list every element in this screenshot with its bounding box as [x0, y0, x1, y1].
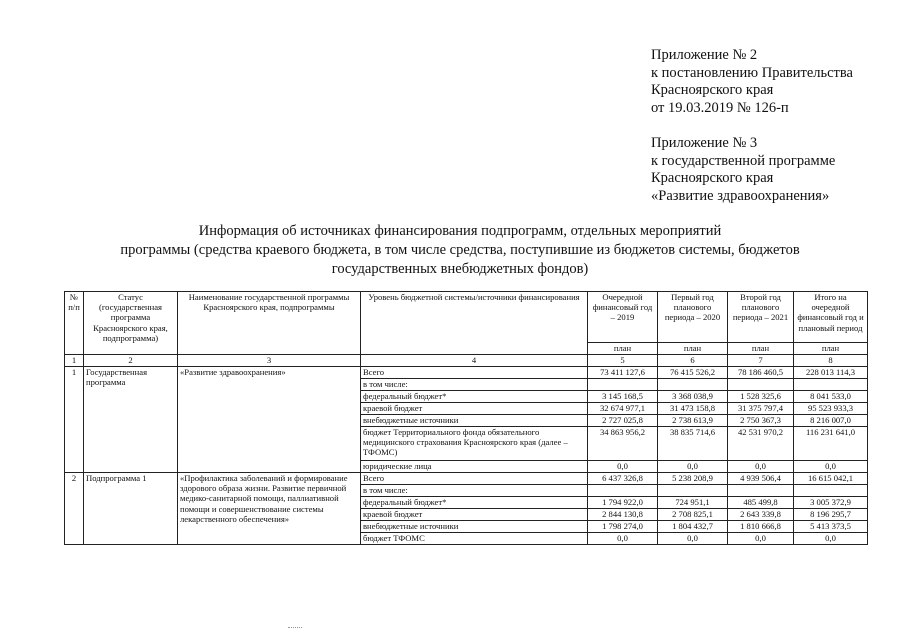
header-col-2019: Очередной финансовый год – 2019 [588, 292, 658, 343]
value-2020: 0,0 [658, 533, 728, 545]
value-2020: 5 238 208,9 [658, 473, 728, 485]
value-2020: 0,0 [658, 461, 728, 473]
header-col-total: Итого на очередной финансовый год и плановый период [794, 292, 868, 343]
funding-source: юридические лица [361, 461, 588, 473]
funding-source: внебюджетные источники [361, 415, 588, 427]
row-program-name: «Развитие здравоохранения» [178, 367, 361, 473]
value-2019: 73 411 127,6 [588, 367, 658, 379]
value-2019: 34 863 956,2 [588, 427, 658, 461]
appendix-block-1 [651, 47, 853, 117]
appendix-line: от 19.03.2019 № 126-п [651, 99, 789, 116]
value-2020: 724 951,1 [658, 497, 728, 509]
value-total: 116 231 641,0 [794, 427, 868, 461]
row-program-name: «Профилактика заболеваний и формирование здорового образа жизни. Развитие первичной медико-санитарной помощи, паллиативной помощи и совершенствование системы лекарственного обеспечения» [178, 473, 361, 545]
value-2019: 1 794 922,0 [588, 497, 658, 509]
row-status: Государственная программа [84, 367, 178, 473]
value-2019: 2 844 130,8 [588, 509, 658, 521]
appendix-line: Красноярского края [651, 82, 774, 99]
column-number: 1 [65, 355, 84, 367]
funding-source: в том числе: [361, 485, 588, 497]
value-2021: 1 528 325,6 [728, 391, 794, 403]
value-2020: 2 738 613,9 [658, 415, 728, 427]
value-2019: 2 727 025,8 [588, 415, 658, 427]
appendix-line: Красноярского края [651, 170, 774, 187]
column-number: 8 [794, 355, 868, 367]
value-total [794, 485, 868, 497]
value-total: 228 013 114,3 [794, 367, 868, 379]
funding-source: внебюджетные источники [361, 521, 588, 533]
appendix-line: к постановлению Правительства [651, 64, 853, 81]
funding-source: Всего [361, 367, 588, 379]
header-plan: план [728, 343, 794, 355]
column-number-row [65, 355, 868, 367]
header-col-status: Статус (государственная программа Красноярского края, подпрограмма) [84, 292, 178, 355]
appendix-line: «Развитие здравоохранения» [651, 187, 830, 204]
appendix-block-2 [651, 135, 835, 205]
value-2021 [728, 379, 794, 391]
scan-mark [288, 627, 302, 630]
value-2019 [588, 485, 658, 497]
value-total: 8 041 533,0 [794, 391, 868, 403]
row-status: Подпрограмма 1 [84, 473, 178, 545]
header-col-2021: Второй год планового периода – 2021 [728, 292, 794, 343]
funding-source: краевой бюджет [361, 509, 588, 521]
value-total: 0,0 [794, 533, 868, 545]
value-2019: 32 674 977,1 [588, 403, 658, 415]
value-total: 95 523 933,3 [794, 403, 868, 415]
value-2019: 0,0 [588, 461, 658, 473]
row-number: 1 [65, 367, 84, 473]
header-col-source: Уровень бюджетной системы/источники финансирования [361, 292, 588, 355]
title-line: Информация об источниках финансирования подпрограмм, отдельных мероприятий [198, 223, 722, 239]
value-2019 [588, 379, 658, 391]
value-total: 8 216 007,0 [794, 415, 868, 427]
appendix-line: Приложение № 2 [651, 47, 758, 63]
value-total: 5 413 373,5 [794, 521, 868, 533]
value-total [794, 379, 868, 391]
header-plan: план [588, 343, 658, 355]
value-2021: 2 643 339,8 [728, 509, 794, 521]
column-number: 5 [588, 355, 658, 367]
value-2021: 485 499,8 [728, 497, 794, 509]
value-2021: 1 810 666,8 [728, 521, 794, 533]
value-2020: 76 415 526,2 [658, 367, 728, 379]
value-2019: 3 145 168,5 [588, 391, 658, 403]
value-2020 [658, 485, 728, 497]
funding-source: в том числе: [361, 379, 588, 391]
column-number: 3 [178, 355, 361, 367]
title-line: государственных внебюджетных фондов) [331, 261, 589, 277]
appendix-line: Приложение № 3 [651, 135, 758, 151]
value-2020: 1 804 432,7 [658, 521, 728, 533]
value-2021: 42 531 970,2 [728, 427, 794, 461]
value-2020: 3 368 038,9 [658, 391, 728, 403]
value-2020 [658, 379, 728, 391]
value-2019: 0,0 [588, 533, 658, 545]
column-number: 6 [658, 355, 728, 367]
document-title [60, 222, 860, 279]
table-row [65, 367, 868, 379]
title-line: программы (средства краевого бюджета, в том числе средства, поступившие из бюджетов системы, бюджетов [120, 242, 800, 258]
funding-source: Всего [361, 473, 588, 485]
header-plan: план [658, 343, 728, 355]
value-2021: 4 939 506,4 [728, 473, 794, 485]
value-2021: 0,0 [728, 533, 794, 545]
header-plan: план [794, 343, 868, 355]
funding-source: бюджет Территориального фонда обязательного медицинского страхования Красноярского края (далее – ТФОМС) [361, 427, 588, 461]
table-row [65, 473, 868, 485]
value-2021: 78 186 460,5 [728, 367, 794, 379]
value-2020: 38 835 714,6 [658, 427, 728, 461]
value-total: 0,0 [794, 461, 868, 473]
header-col-number: № п/п [65, 292, 84, 355]
value-2021: 0,0 [728, 461, 794, 473]
funding-source: краевой бюджет [361, 403, 588, 415]
column-number: 7 [728, 355, 794, 367]
funding-source: федеральный бюджет* [361, 497, 588, 509]
value-2019: 6 437 326,8 [588, 473, 658, 485]
value-2019: 1 798 274,0 [588, 521, 658, 533]
value-2021 [728, 485, 794, 497]
value-total: 3 005 372,9 [794, 497, 868, 509]
value-2021: 2 750 367,3 [728, 415, 794, 427]
header-col-2020: Первый год планового периода – 2020 [658, 292, 728, 343]
appendix-line: к государственной программе [651, 152, 836, 169]
value-total: 8 196 295,7 [794, 509, 868, 521]
financing-table [64, 291, 868, 545]
value-2020: 31 473 158,8 [658, 403, 728, 415]
value-2020: 2 708 825,1 [658, 509, 728, 521]
column-number: 4 [361, 355, 588, 367]
value-total: 16 615 042,1 [794, 473, 868, 485]
header-col-name: Наименование государственной программы Красноярского края, подпрограммы [178, 292, 361, 355]
funding-source: федеральный бюджет* [361, 391, 588, 403]
value-2021: 31 375 797,4 [728, 403, 794, 415]
column-number: 2 [84, 355, 178, 367]
row-number: 2 [65, 473, 84, 545]
funding-source: бюджет ТФОМС [361, 533, 588, 545]
